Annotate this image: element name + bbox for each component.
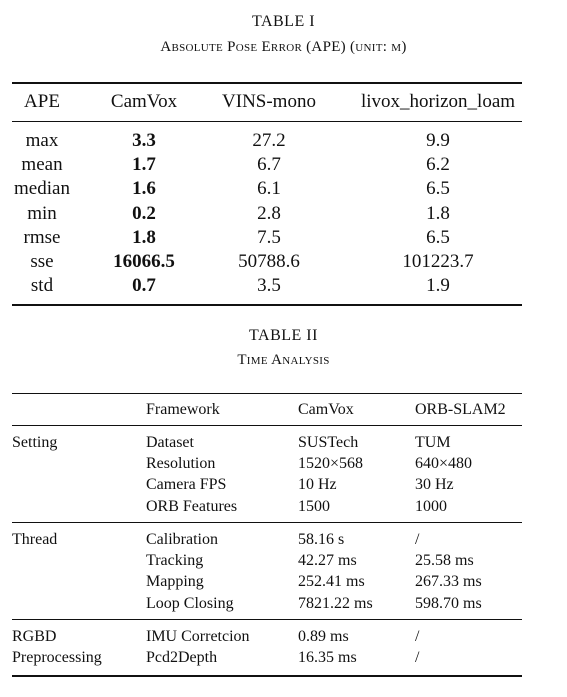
table2-camvox-value: 1500 [298, 498, 330, 515]
table1-livox-value: 1.8 [426, 203, 450, 224]
table1-metric: median [14, 178, 70, 199]
table1-livox-value: 6.2 [426, 154, 450, 175]
table2-camvox-value: SUSTech [298, 434, 359, 451]
table2-top-rule [12, 393, 522, 394]
table1-livox-value: 6.5 [426, 178, 450, 199]
table2-label: TABLE II [249, 327, 318, 344]
table2-orbslam2-value: 1000 [415, 498, 447, 515]
table2-item: ORB Features [146, 498, 238, 515]
table1-camvox-value: 0.7 [132, 275, 156, 296]
table2-header-framework: Framework [146, 401, 220, 418]
table1-camvox-value: 1.7 [132, 154, 156, 175]
table1-vins-value: 7.5 [257, 227, 281, 248]
table2-orbslam2-value: 598.70 ms [415, 595, 482, 612]
table1-vins-value: 3.5 [257, 275, 281, 296]
table2-orbslam2-value: / [415, 531, 420, 548]
table2-item: Loop Closing [146, 595, 234, 612]
table1-bottom-rule [12, 304, 522, 306]
table1-header-vins: VINS-mono [222, 91, 316, 112]
table1-metric: min [27, 203, 57, 224]
table2-setting-rule [12, 522, 522, 523]
table2-item: Pcd2Depth [146, 649, 218, 666]
table1-vins-value: 6.1 [257, 178, 281, 199]
table2-group-label: Setting [12, 434, 58, 451]
table2-orbslam2-value: 640×480 [415, 455, 473, 472]
table2-item: Tracking [146, 552, 204, 569]
table2-orbslam2-value: / [415, 649, 420, 666]
table1-header-camvox: CamVox [110, 91, 178, 112]
table2-bottom-rule [12, 675, 522, 677]
table1-metric: sse [30, 251, 54, 272]
table1-metric: rmse [23, 227, 61, 248]
table2-camvox-value: 1520×568 [298, 455, 364, 472]
table1-camvox-value: 1.8 [132, 227, 156, 248]
table2-camvox-value: 7821.22 ms [298, 595, 373, 612]
table1-header-rule [12, 121, 522, 122]
table2-item: Calibration [146, 531, 218, 548]
table2-header-orbslam2: ORB-SLAM2 [415, 401, 506, 418]
table1-camvox-value: 1.6 [132, 178, 156, 199]
table2-group-label: Preprocessing [12, 649, 102, 666]
table1-livox-value: 9.9 [426, 130, 450, 151]
table1-label: TABLE I [251, 13, 316, 30]
table1-caption: Absolute Pose Error (APE) (unit: m) [160, 39, 407, 55]
table1-camvox-value: 0.2 [132, 203, 156, 224]
table2-item: Dataset [146, 434, 194, 451]
table2-orbslam2-value: TUM [415, 434, 451, 451]
table2-orbslam2-value: / [415, 628, 420, 645]
table1-livox-value: 1.9 [426, 275, 450, 296]
table1-vins-value: 50788.6 [238, 251, 300, 272]
table1-header-ape: APE [24, 91, 60, 112]
table2-group-label: RGBD [12, 628, 57, 645]
table1-metric: max [25, 130, 59, 151]
table2-item: Resolution [146, 455, 216, 472]
table1-livox-value: 6.5 [426, 227, 450, 248]
table1-top-rule [12, 82, 522, 84]
table2-camvox-value: 16.35 ms [298, 649, 357, 666]
table2-orbslam2-value: 25.58 ms [415, 552, 474, 569]
table2-item: Mapping [146, 573, 204, 590]
table2-camvox-value: 0.89 ms [298, 628, 349, 645]
table2-header-camvox: CamVox [298, 401, 354, 418]
table1-vins-value: 6.7 [257, 154, 281, 175]
table2-header-rule [12, 425, 522, 426]
table2-orbslam2-value: 267.33 ms [415, 573, 482, 590]
table2-camvox-value: 252.41 ms [298, 573, 365, 590]
table2-thread-rule [12, 619, 522, 620]
table1-header-livox: livox_horizon_loam [360, 91, 516, 112]
table2-item: Camera FPS [146, 476, 227, 493]
table1-camvox-value: 16066.5 [113, 251, 175, 272]
table1-metric: mean [21, 154, 63, 175]
table2-camvox-value: 42.27 ms [298, 552, 357, 569]
table1-camvox-value: 3.3 [132, 130, 156, 151]
table1-vins-value: 27.2 [252, 130, 286, 151]
table2-item: IMU Corretcion [146, 628, 250, 645]
table1-vins-value: 2.8 [257, 203, 281, 224]
table2-camvox-value: 10 Hz [298, 476, 337, 493]
table2-orbslam2-value: 30 Hz [415, 476, 454, 493]
table1-livox-value: 101223.7 [402, 251, 474, 272]
table2-camvox-value: 58.16 s [298, 531, 345, 548]
table2-group-label: Thread [12, 531, 58, 548]
table2-caption: Time Analysis [237, 352, 330, 368]
table1-metric: std [30, 275, 54, 296]
